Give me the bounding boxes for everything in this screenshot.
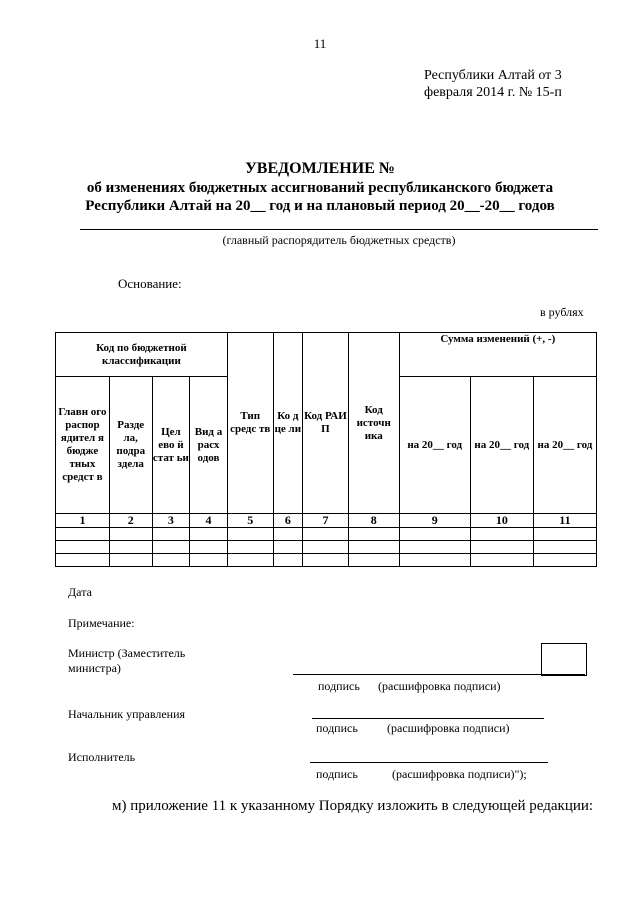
note-label: Примечание: — [68, 616, 135, 630]
document-subtitle-line-1: об изменениях бюджетных ассигнований республиканского бюджета — [86, 180, 554, 196]
column-number-row — [56, 514, 597, 528]
header-expense-type: Вид а расх одов — [190, 377, 228, 514]
page-number: 11 — [313, 36, 327, 51]
header-target-article: Цел ево й стат ьи — [152, 377, 190, 514]
table-cell[interactable] — [152, 554, 190, 567]
table-cell[interactable] — [273, 541, 302, 554]
units-label: в рублях — [540, 305, 584, 319]
table-cell[interactable] — [399, 528, 470, 541]
table-cell[interactable] — [227, 541, 273, 554]
header-raip-code: Код РАИ П — [303, 333, 349, 514]
header-fund-type: Тип средс тв — [227, 333, 273, 514]
signature-caption: подпись — [316, 721, 358, 735]
header-year-1: на 20__ год — [399, 377, 470, 514]
table-cell[interactable] — [303, 541, 349, 554]
minister-label: Министр (Заместитель министра) — [68, 646, 186, 675]
table-cell[interactable] — [303, 528, 349, 541]
table-cell[interactable] — [56, 541, 110, 554]
column-number: 10 — [470, 514, 533, 528]
column-number: 8 — [348, 514, 399, 528]
table-cell[interactable] — [273, 528, 302, 541]
header-chief-manager: Главн ого распор ядител я бюдже тных средст в — [56, 377, 110, 514]
header-sum-changes-group: Сумма изменений (+, -) — [399, 333, 596, 377]
table-cell[interactable] — [348, 541, 399, 554]
header-reference — [424, 67, 604, 101]
recipient-hint: (главный распорядитель бюджетных средств) — [222, 233, 456, 247]
column-number: 1 — [56, 514, 110, 528]
table-cell[interactable] — [227, 528, 273, 541]
header-section: Разде ла, подра здела — [109, 377, 152, 514]
recipient-line — [80, 229, 598, 230]
table-cell[interactable] — [56, 554, 110, 567]
table-row — [56, 541, 597, 554]
document-subtitle-line-2: Республики Алтай на 20__ год и на плановый период 20__-20__ годов — [85, 198, 555, 214]
header-source-code: Код источн ика — [348, 333, 399, 514]
signature-decode-caption: (расшифровка подписи)"); — [392, 767, 527, 781]
table-cell[interactable] — [273, 554, 302, 567]
table-cell[interactable] — [109, 528, 152, 541]
department-head-signature-line[interactable] — [312, 718, 544, 719]
table-cell[interactable] — [109, 541, 152, 554]
column-number: 6 — [273, 514, 302, 528]
document-title: УВЕДОМЛЕНИЕ № — [245, 160, 395, 177]
table-cell[interactable] — [399, 554, 470, 567]
budget-changes-table — [55, 332, 597, 567]
header-year-2: на 20__ год — [470, 377, 533, 514]
table-cell[interactable] — [470, 554, 533, 567]
column-number: 5 — [227, 514, 273, 528]
date-label: Дата — [68, 585, 92, 599]
column-number: 7 — [303, 514, 349, 528]
signature-caption: подпись — [318, 679, 360, 693]
column-number: 11 — [533, 514, 596, 528]
executor-signature-line[interactable] — [310, 762, 548, 763]
column-number: 2 — [109, 514, 152, 528]
basis-label: Основание: — [118, 276, 182, 291]
column-number: 4 — [190, 514, 228, 528]
table-cell[interactable] — [227, 554, 273, 567]
table-cell[interactable] — [533, 554, 596, 567]
table-cell[interactable] — [533, 541, 596, 554]
signature-decode-caption: (расшифровка подписи) — [378, 679, 501, 693]
signature-caption: подпись — [316, 767, 358, 781]
signature-decode-caption: (расшифровка подписи) — [387, 721, 510, 735]
table-cell[interactable] — [190, 554, 228, 567]
column-number: 9 — [399, 514, 470, 528]
table-cell[interactable] — [303, 554, 349, 567]
header-budget-code-group: Код по бюджетной классификации — [56, 333, 228, 377]
table-cell[interactable] — [109, 554, 152, 567]
minister-signature-line[interactable] — [293, 674, 585, 675]
column-number: 3 — [152, 514, 190, 528]
table-cell[interactable] — [190, 528, 228, 541]
department-head-label: Начальник управления — [68, 707, 186, 721]
table-cell[interactable] — [56, 528, 110, 541]
table-row — [56, 554, 597, 567]
executor-label: Исполнитель — [68, 750, 136, 764]
header-year-3: на 20__ год — [533, 377, 596, 514]
stamp-box — [541, 643, 587, 676]
closing-paragraph: м) приложение 11 к указанному Порядку изложить в следующей редакции: — [112, 798, 594, 814]
header-reference-line-1: Республики Алтай от 3 — [424, 68, 562, 83]
table-cell[interactable] — [190, 541, 228, 554]
table-cell[interactable] — [470, 528, 533, 541]
table-cell[interactable] — [399, 541, 470, 554]
table-row — [56, 528, 597, 541]
table-cell[interactable] — [152, 541, 190, 554]
header-goal-code: Ко д це ли — [273, 333, 302, 514]
header-reference-line-2: февраля 2014 г. № 15-п — [424, 85, 562, 100]
table-cell[interactable] — [470, 541, 533, 554]
table-cell[interactable] — [348, 528, 399, 541]
table-cell[interactable] — [533, 528, 596, 541]
table-cell[interactable] — [348, 554, 399, 567]
table-cell[interactable] — [152, 528, 190, 541]
